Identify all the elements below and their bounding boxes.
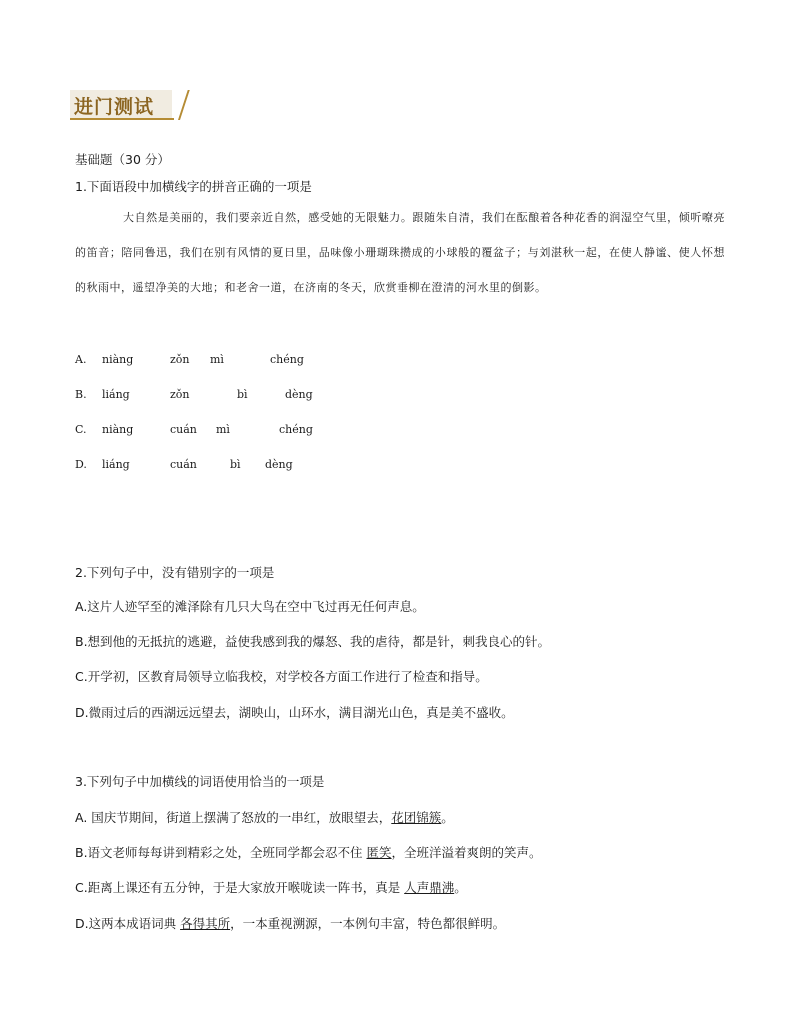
option-text-end: 。 [454, 880, 467, 895]
q3-option-c[interactable] [75, 878, 467, 896]
question-2-stem: 2.下列句子中，没有错别字的一项是 [75, 565, 275, 580]
underlined-phrase: 花团锦簇 [391, 810, 442, 825]
q2-option-a[interactable]: A.这片人迹罕至的滩泽除有几只大鸟在空中飞过再无任何声息。 [75, 599, 425, 614]
option-pinyin-4: dèng [285, 388, 313, 401]
option-pinyin-2: zǒn [170, 353, 190, 366]
option-pinyin-4: chéng [279, 423, 313, 436]
q2-option-b[interactable]: B.想到他的无抵抗的逃避，益使我感到我的爆怒、我的虐待，都是针，刺我良心的针。 [75, 634, 551, 649]
underlined-phrase: 各得其所 [180, 916, 231, 931]
option-pinyin-1: liáng [102, 388, 130, 401]
question-3-stem: 3.下列句子中加横线的词语使用恰当的一项是 [75, 774, 325, 789]
q2-option-c[interactable]: C.开学初，区教育局领导立临我校，对学校各方面工作进行了检查和指导。 [75, 669, 488, 684]
option-letter: B. [75, 388, 87, 401]
underlined-phrase: 人声鼎沸 [404, 880, 455, 895]
option-pinyin-1: niàng [102, 423, 134, 436]
option-pinyin-1: niàng [102, 353, 134, 366]
option-letter: C. [75, 423, 87, 436]
banner-title: 进门测试 [74, 96, 155, 118]
option-pinyin-4: dèng [265, 458, 293, 471]
section-banner [70, 90, 180, 120]
question-1-passage: 大自然是美丽的，我们要亲近自然，感受她的无限魅力。跟随朱自清，我们在酝酿着各种花香的润湿空气里，倾听嘹亮的笛音；陪同鲁迅，我们在别有风情的夏日里，品味像小珊瑚珠攒成的小球般的覆盆子；与刘湛秋一起，在使人静谧、使人怀想的秋雨中，遥望净美的大地；和老舍一道，在济南的冬天，欣赏垂柳在澄清的河水里的倒影。 [75, 211, 725, 294]
option-pinyin-1: liáng [102, 458, 130, 471]
option-text-end: ，全班洋溢着爽朗的笑声。 [391, 845, 542, 860]
q3-option-d[interactable] [75, 914, 505, 932]
q3-option-a[interactable] [75, 808, 454, 826]
option-pinyin-4: chéng [270, 353, 304, 366]
option-pinyin-3: bì [237, 388, 248, 401]
question-1-stem: 1.下面语段中加横线字的拼音正确的一项是 [75, 179, 312, 194]
option-text: C.距离上课还有五分钟，于是大家放开喉咙读一阵书，真是 [75, 880, 405, 895]
q3-option-b[interactable] [75, 843, 542, 861]
option-pinyin-2: zǒn [170, 388, 190, 401]
option-letter: D. [75, 458, 87, 471]
option-pinyin-2: cuán [170, 458, 197, 471]
option-text: B.语文老师每每讲到精彩之处，全班同学都会忍不住 [75, 845, 367, 860]
option-pinyin-3: mì [216, 423, 230, 436]
q2-option-d[interactable]: D.微雨过后的西湖远远望去，湖映山，山环水，满目湖光山色，真是美不盛收。 [75, 705, 514, 720]
section-title: 基础题（30 分） [75, 152, 170, 167]
underlined-phrase: 匿笑 [366, 845, 392, 860]
option-text: D.这两本成语词典 [75, 916, 181, 931]
option-text-end: ，一本重视溯源，一本例句丰富，特色都很鲜明。 [230, 916, 506, 931]
option-pinyin-2: cuán [170, 423, 197, 436]
option-pinyin-3: bì [230, 458, 241, 471]
option-letter: A. [75, 353, 87, 366]
option-text: A. 国庆节期间，街道上摆满了怒放的一串红，放眼望去， [75, 810, 392, 825]
option-pinyin-3: mì [210, 353, 224, 366]
option-text-end: 。 [441, 810, 454, 825]
